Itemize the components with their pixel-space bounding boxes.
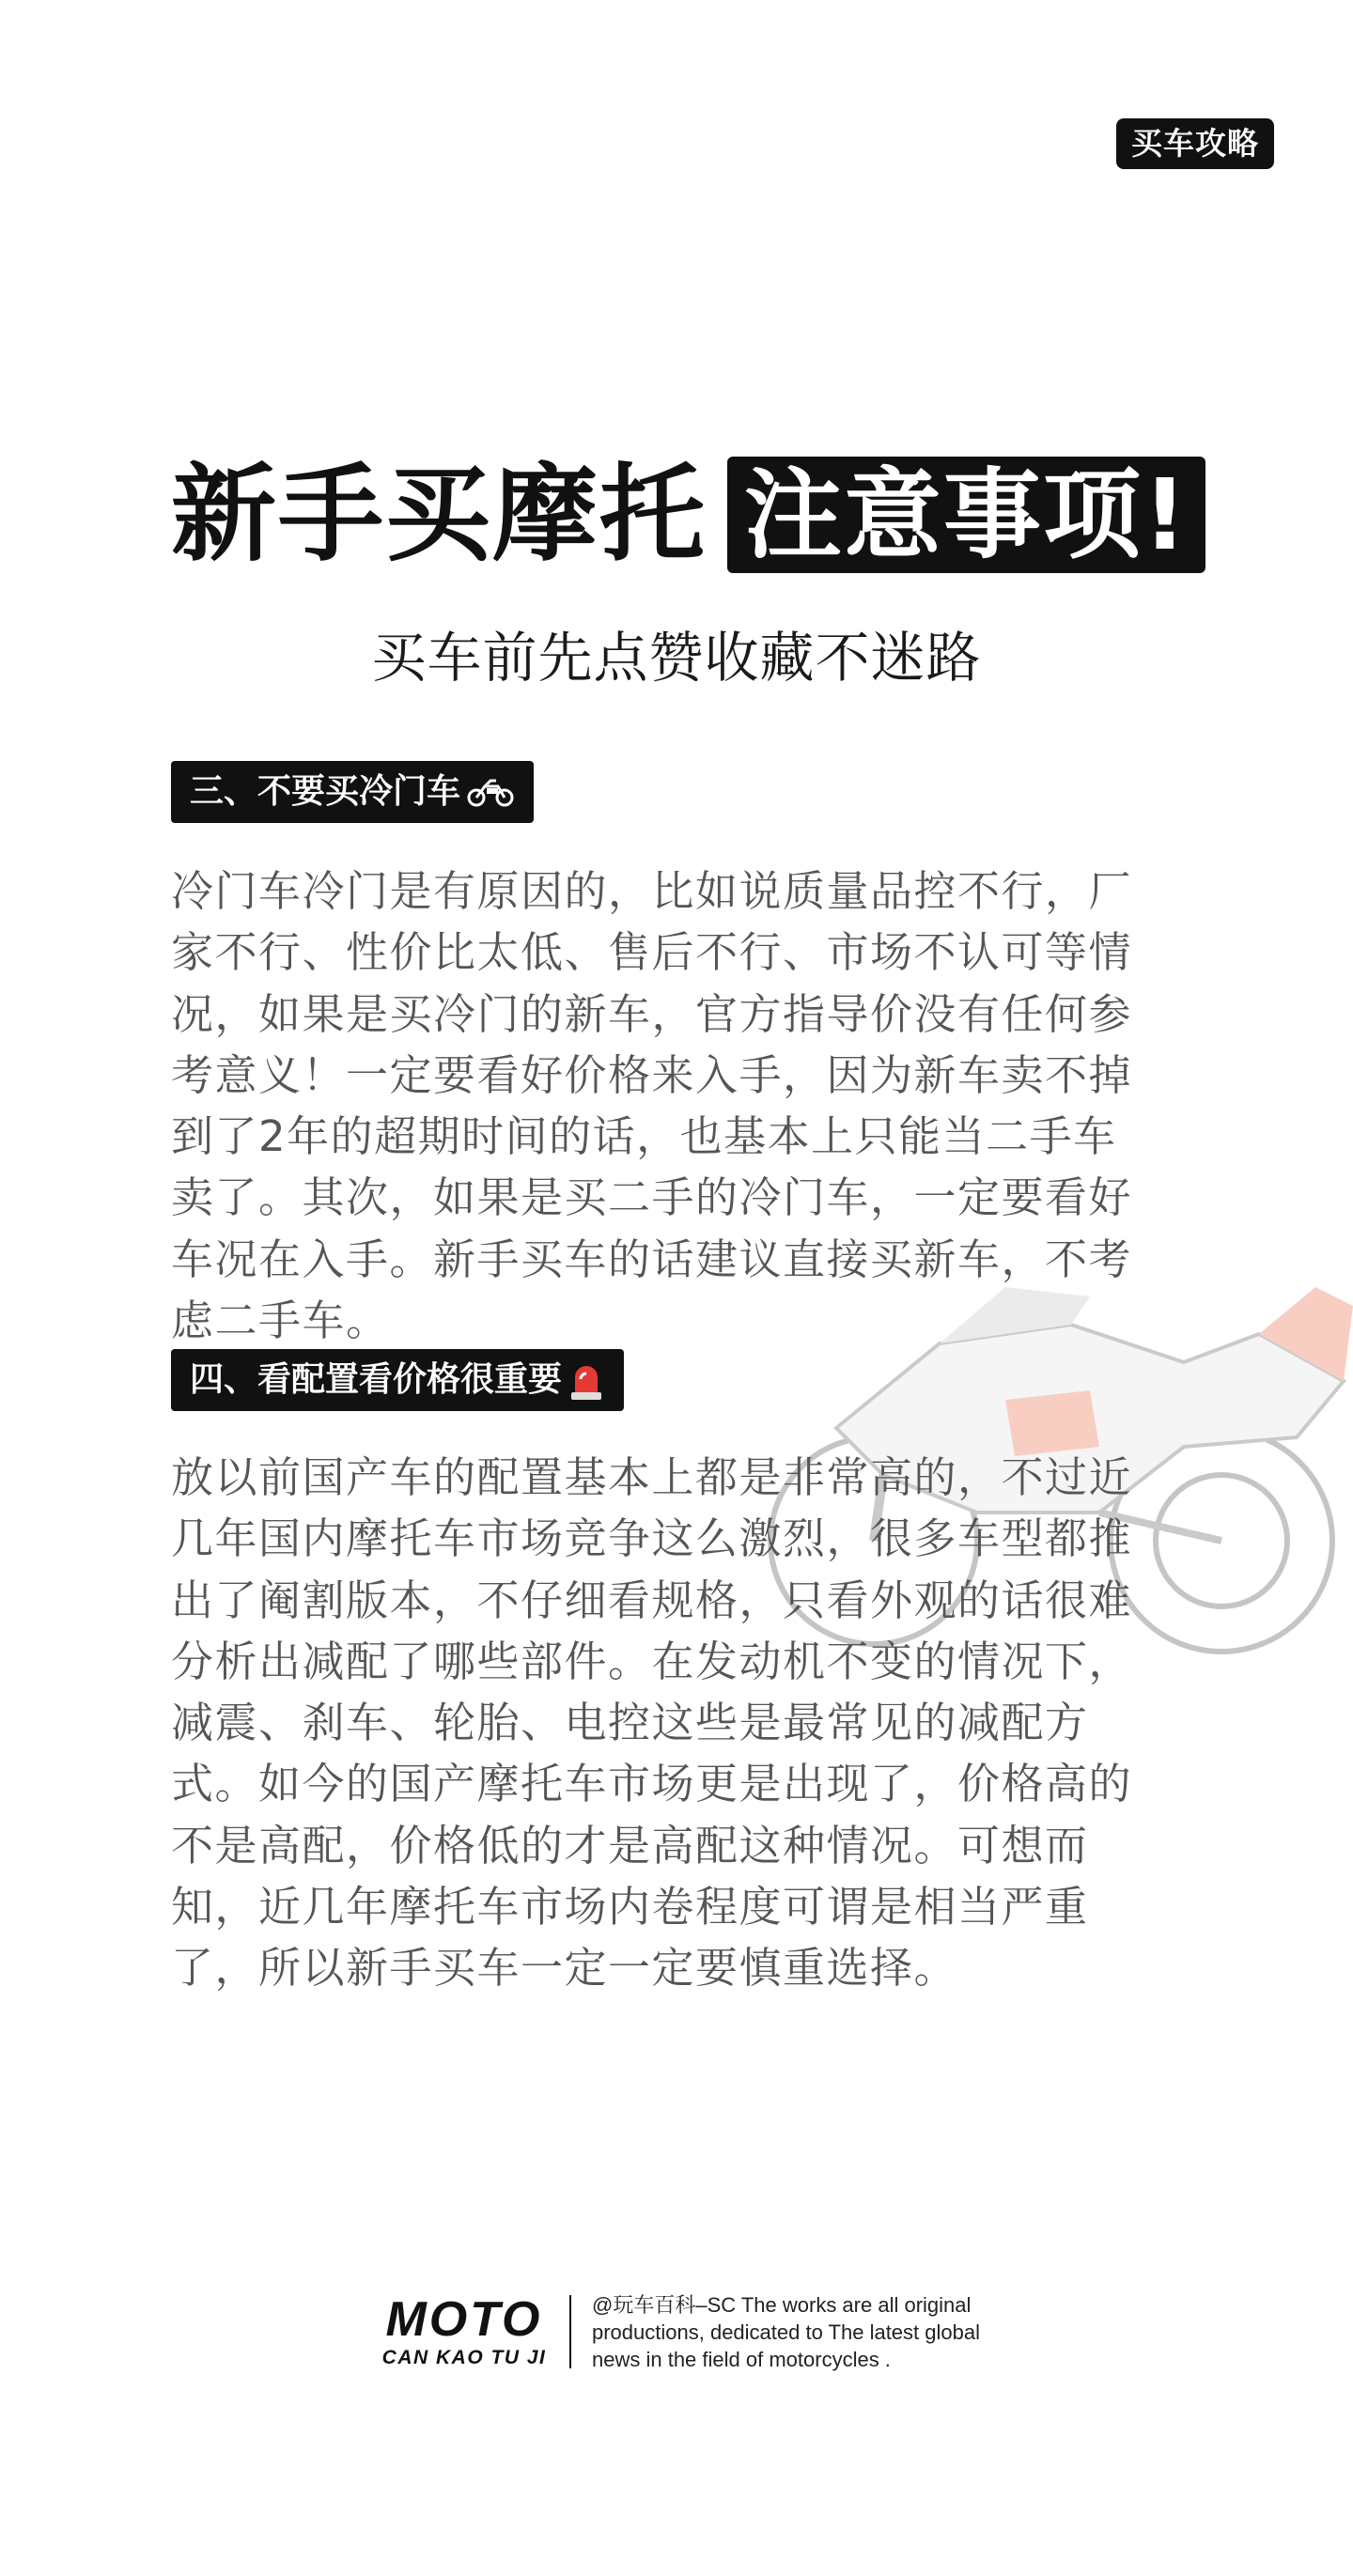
footer-divider — [569, 2295, 571, 2368]
section-paragraph: 冷门车冷门是有原因的，比如说质量品控不行，厂家不行、性价比太低、售后不行、市场不认可等情况，如果是买冷门的新车，官方指导价没有任何参考意义！一定要看好价格来入手，因为新车卖不掉到了2年的超期时间的话，也基本上只能当二手车卖了。其次，如果是买二手的冷门车，一定要看好车况在入手。新手买车的话建议直接买新车，不考虑二手车。 — [171, 866, 1133, 1346]
footer-credit: @玩车百科–SC The works are all original productions, dedicated to The latest global news in the field of motorcycles . — [592, 2292, 980, 2371]
footer — [372, 2285, 1034, 2379]
siren-icon — [568, 1358, 605, 1402]
section-label-config-price — [171, 1349, 624, 1411]
title-main: 新手买摩托 — [171, 454, 707, 576]
logo-main-text: MOTO — [385, 2292, 543, 2347]
section-label-unpopular-bikes — [171, 761, 534, 823]
subtitle: 买车前先点赞收藏不迷路 — [371, 626, 982, 690]
page-title — [171, 453, 1205, 577]
section-label-text: 四、看配置看价格很重要 — [190, 1360, 563, 1399]
logo-sub-text: CAN KAO TU JI — [381, 2347, 547, 2368]
brand-logo — [372, 2293, 556, 2370]
motorcycle-icon — [466, 777, 515, 807]
category-tag: 买车攻略 — [1116, 118, 1274, 169]
title-highlight-box: 注意事项! — [727, 457, 1205, 573]
section-label-text: 三、不要买冷门车 — [190, 772, 461, 811]
section-paragraph: 放以前国产车的配置基本上都是非常高的，不过近几年国内摩托车市场竞争这么激烈，很多车型都推出了阉割版本，不仔细看规格，只看外观的话很难分析出减配了哪些部件。在发动机不变的情况下，减震、刹车、轮胎、电控这些是最常见的减配方式。如今的国产摩托车市场更是出现了，价格高的不是高配，价格低的才是高配这种情况。可想而知，近几年摩托车市场内卷程度可谓是相当严重了，所以新手买车一定一定要慎重选择。 — [171, 1452, 1133, 1994]
